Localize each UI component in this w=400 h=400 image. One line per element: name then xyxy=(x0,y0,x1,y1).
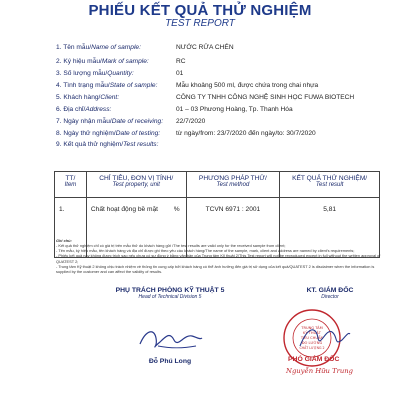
info-value: CÔNG TY TNHH CÔNG NGHỆ SINH HỌC FUWA BIOTECH xyxy=(176,94,355,101)
info-value: Mẫu khoảng 500 ml, được chứa trong chai nhựa xyxy=(176,82,319,89)
info-label-en: Client: xyxy=(100,94,120,101)
info-mark-of-sample xyxy=(56,58,186,65)
left-handwritten-signature xyxy=(136,322,206,354)
info-label: 2. Ký hiệu mẫu/ xyxy=(56,58,102,65)
right-signer-role: KT. GIÁM ĐỐC xyxy=(306,287,354,294)
property-unit: % xyxy=(173,206,180,213)
svg-text:ĐO LƯỜNG: ĐO LƯỜNG xyxy=(301,341,323,345)
info-label-en: Address: xyxy=(85,106,112,113)
notes-heading: Ghi chú: xyxy=(56,238,72,243)
info-value: NƯỚC RỬA CHÉN xyxy=(176,44,234,51)
right-signer-name: Nguyễn Hữu Trung xyxy=(286,367,353,375)
note-line: - Tên mẫu, ký hiệu mẫu, tên khách hàng và địa chỉ được ghi theo yêu cầu khách hàng/The name of the sample, mark, client and address are named by client's requirements; xyxy=(56,248,355,254)
info-value: 01 – 03 Phương Hoàng, Tp. Thanh Hóa xyxy=(176,106,293,113)
col-header-item: TT/ Item xyxy=(55,172,87,198)
info-label: 7. Ngày nhận mẫu/ xyxy=(56,118,112,125)
table-header-row xyxy=(55,172,380,198)
cell-method: TCVN 6971 : 2001 xyxy=(186,198,280,258)
info-label-en: Name of sample: xyxy=(91,44,141,51)
info-state-of-sample xyxy=(56,82,319,89)
info-value: 22/7/2020 xyxy=(176,118,206,125)
info-client xyxy=(56,94,355,101)
info-value: RC xyxy=(176,58,186,65)
report-title: PHIẾU KẾT QUẢ THỬ NGHIỆM xyxy=(88,2,312,19)
left-signer-role: PHỤ TRÁCH PHÒNG KỸ THUẬT 5 xyxy=(115,287,225,294)
info-label: 9. Kết quả thử nghiệm/ xyxy=(56,141,124,148)
svg-text:KỸ THUẬT: KỸ THUẬT xyxy=(303,331,321,335)
info-label: 8. Ngày thử nghiệm/ xyxy=(56,130,116,137)
info-label: 1. Tên mẫu/ xyxy=(56,44,92,51)
left-signer-name: Đỗ Phú Long xyxy=(148,358,192,365)
info-date-of-testing xyxy=(56,130,316,137)
property-name: Chất hoạt động bề mặt xyxy=(90,206,158,213)
deputy-director-label: PHÓ GIÁM ĐỐC xyxy=(288,356,340,363)
info-test-results xyxy=(56,141,176,148)
col-header-result: KẾT QUẢ THỬ NGHIỆM/ Test result xyxy=(280,172,380,198)
cell-result: 5,81 xyxy=(280,198,380,258)
info-date-of-receiving xyxy=(56,118,206,125)
info-quantity xyxy=(56,70,184,77)
info-label-en: State of sample: xyxy=(109,82,158,89)
svg-text:TIÊU CHUẨN: TIÊU CHUẨN xyxy=(300,336,324,340)
info-label-en: Quantity: xyxy=(107,70,134,77)
left-signature-block xyxy=(100,287,240,300)
note-line: - Phiếu kết quả này không được trích sao nếu chưa có sự đồng ý bằng văn bản của Trung tâm Kỹ thuật 2/This Test report will not be reproduced except in full without the written approval of QUATEST 2; xyxy=(56,253,381,264)
info-label-en: Test results: xyxy=(123,141,159,148)
right-handwritten-signature xyxy=(296,322,352,352)
info-label-en: Date of testing: xyxy=(115,130,161,137)
info-name-of-sample xyxy=(56,44,234,51)
right-signature-block xyxy=(270,287,390,300)
info-value: từ ngày/from: 23/7/2020 đến ngày/to: 30/7/2020 xyxy=(176,130,316,137)
info-label: 6. Địa chỉ/ xyxy=(56,106,86,113)
info-label-en: Date of receiving: xyxy=(111,118,164,125)
col-header-property: CHỈ TIÊU, ĐƠN VỊ TÍNH/ Test property, unit xyxy=(86,172,186,198)
svg-text:CHẤT LƯỢNG 2: CHẤT LƯỢNG 2 xyxy=(299,346,325,350)
info-label: 4. Tình trạng mẫu/ xyxy=(56,82,110,89)
col-header-method: PHƯƠNG PHÁP THỬ/ Test method xyxy=(186,172,280,198)
cell-item: 1. xyxy=(55,198,87,258)
info-address xyxy=(56,106,293,113)
report-subtitle: TEST REPORT xyxy=(165,18,235,29)
left-signer-role-en: Head of Technical Division 5 xyxy=(138,294,202,300)
info-label: 3. Số lượng mẫu/ xyxy=(56,70,108,77)
info-label: 5. Khách hàng/ xyxy=(56,94,101,101)
note-line: - Trung tâm Kỹ thuật 2 không chịu trách nhiệm về thông tin cung cấp bởi khách hàng có thể ảnh hưởng đến giá trị sử dụng của kết quả/QUATEST 2 is disclaimer when the information is supplied by the customer and can affect the validity of results. xyxy=(56,263,375,274)
svg-text:TRUNG TÂM: TRUNG TÂM xyxy=(301,326,323,330)
info-label-en: Mark of sample: xyxy=(101,58,149,65)
info-value: 01 xyxy=(176,70,184,77)
notes xyxy=(56,238,386,274)
right-signer-role-en: Director xyxy=(321,294,339,300)
note-line: - Kết quả thử nghiệm chỉ có giá trị trên mẫu thử do khách hàng gửi /The test results are valid only for the received sample from client; xyxy=(56,243,286,249)
